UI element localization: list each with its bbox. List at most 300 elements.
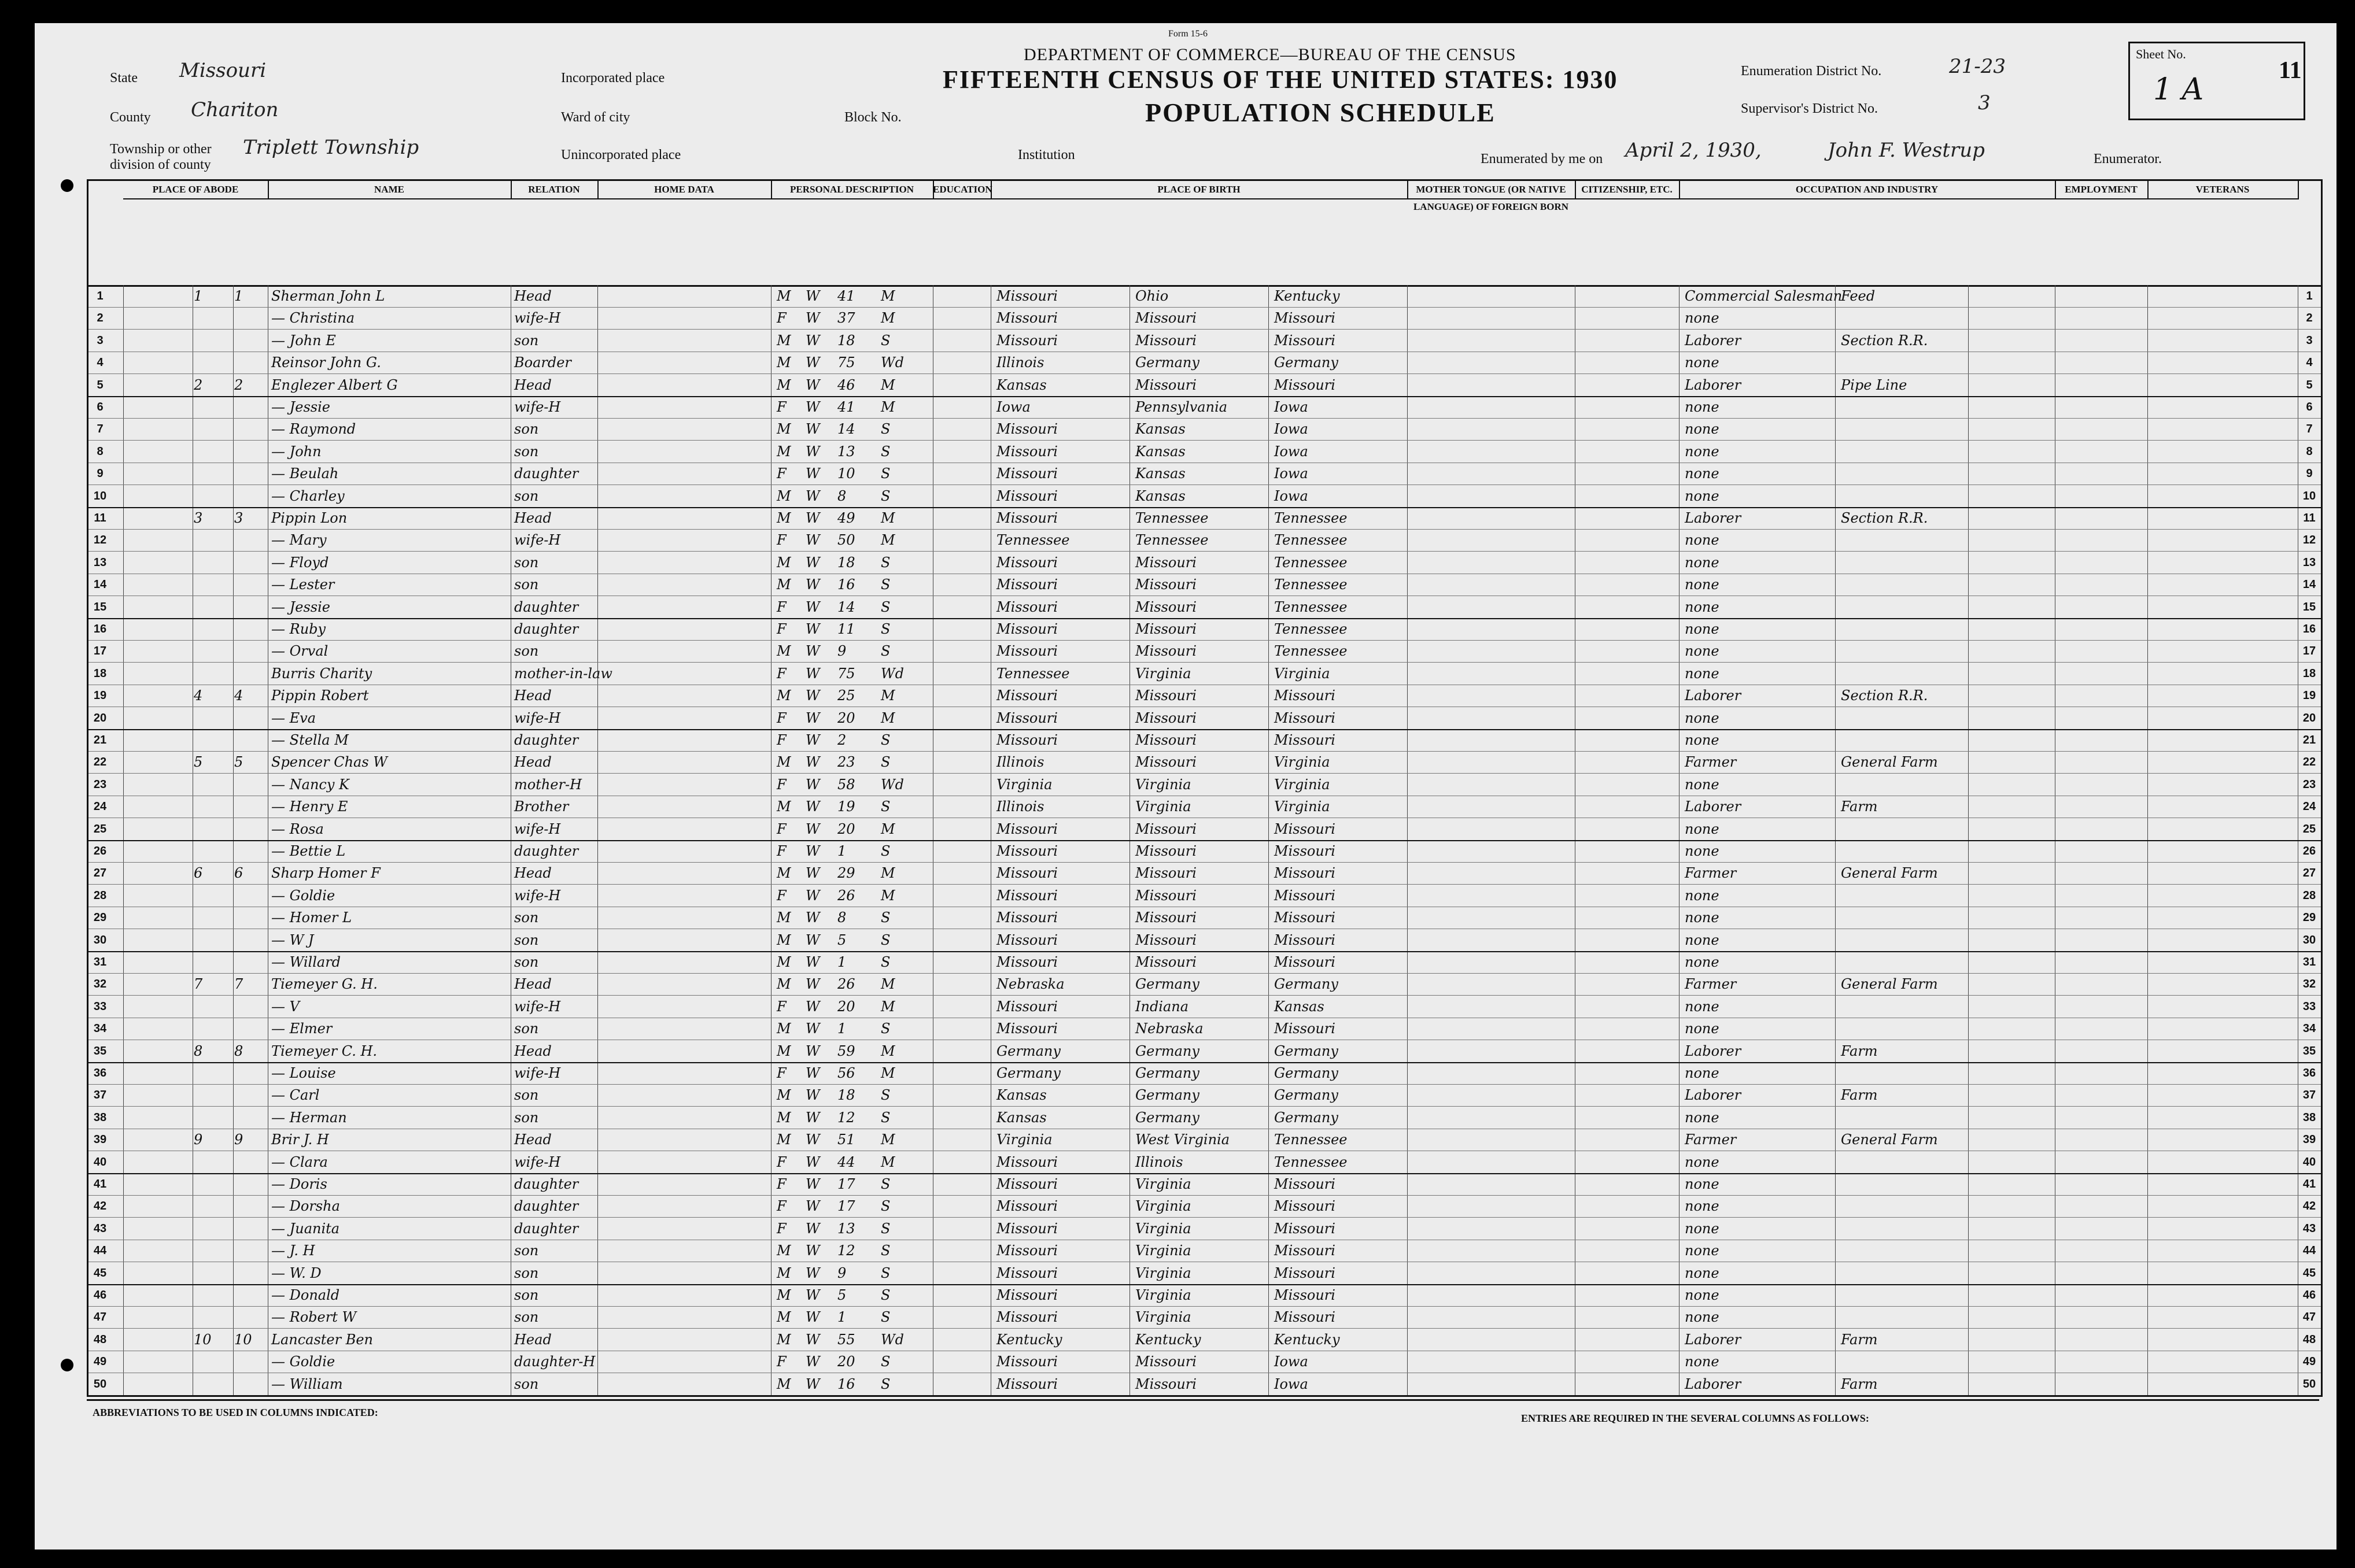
industry-cell: [1841, 907, 1965, 929]
relation-cell: son: [514, 1087, 539, 1104]
occupation-cell: none: [1685, 1264, 1719, 1281]
person-name-cell: — Charley: [271, 487, 345, 504]
birthplace-cell: Missouri: [996, 820, 1058, 837]
dwelling-number-cell: [194, 885, 232, 907]
sex-cell: M: [777, 1331, 791, 1348]
marital-status-cell: Wd: [881, 665, 905, 682]
population-table: [87, 179, 2323, 1397]
dwelling-number-cell: [194, 774, 232, 796]
marital-status-cell: M: [881, 1065, 895, 1081]
line-number-right: 22: [2302, 756, 2316, 769]
race-cell: W: [806, 754, 820, 771]
industry-cell: General Farm: [1841, 1131, 1938, 1148]
father-birthplace-cell: Missouri: [1135, 909, 1197, 926]
person-name-cell: Burris Charity: [271, 665, 372, 682]
mother-birthplace-cell: Missouri: [1274, 732, 1335, 748]
race-cell: W: [806, 421, 820, 438]
enumerated-label: Enumerated by me on: [1481, 151, 1603, 167]
sex-cell: M: [777, 354, 791, 371]
family-number-cell: [234, 1373, 267, 1395]
dwelling-number-cell: 1: [194, 288, 203, 304]
birthplace-cell: Missouri: [996, 465, 1058, 482]
occupation-cell: none: [1685, 1220, 1719, 1237]
dwelling-number-cell: [194, 1351, 232, 1373]
mother-birthplace-cell: Missouri: [1274, 909, 1335, 926]
marital-status-cell: S: [881, 421, 891, 438]
relation-cell: son: [514, 1242, 539, 1259]
father-birthplace-cell: Nebraska: [1135, 1020, 1204, 1037]
race-cell: W: [806, 621, 820, 637]
line-number-left: 17: [93, 645, 107, 658]
family-number-cell: 4: [234, 687, 243, 704]
birthplace-cell: Missouri: [996, 931, 1058, 948]
line-number-left: 29: [93, 911, 107, 924]
family-number-cell: 6: [234, 865, 243, 882]
sex-cell: F: [777, 732, 787, 748]
industry-cell: [1841, 529, 1965, 551]
person-name-cell: — Christina: [271, 310, 355, 327]
age-cell: 9: [837, 1264, 847, 1281]
line-number-right: 35: [2302, 1044, 2316, 1057]
race-cell: W: [806, 776, 820, 793]
birthplace-cell: Virginia: [996, 776, 1053, 793]
family-number-cell: [234, 929, 267, 951]
father-birthplace-cell: Indiana: [1135, 998, 1189, 1015]
industry-cell: [1841, 996, 1965, 1018]
dwelling-number-cell: [194, 818, 232, 840]
industry-cell: [1841, 1018, 1965, 1040]
age-cell: 16: [837, 1375, 855, 1392]
table-row: [88, 907, 2321, 929]
mother-birthplace-cell: Missouri: [1274, 820, 1335, 837]
family-number-cell: 9: [234, 1131, 243, 1148]
dwelling-number-cell: 2: [194, 376, 203, 393]
mother-birthplace-cell: Iowa: [1274, 443, 1308, 460]
relation-cell: Head: [514, 288, 552, 304]
father-birthplace-cell: Ohio: [1135, 288, 1169, 304]
mother-birthplace-cell: Missouri: [1274, 887, 1335, 904]
family-number-cell: [234, 774, 267, 796]
marital-status-cell: S: [881, 754, 891, 771]
father-birthplace-cell: Missouri: [1135, 310, 1197, 327]
occupation-cell: none: [1685, 820, 1719, 837]
mother-birthplace-cell: Iowa: [1274, 465, 1308, 482]
industry-cell: [1841, 707, 1965, 729]
race-cell: W: [806, 1042, 820, 1059]
enum-district-value: 21-23: [1949, 55, 2006, 78]
line-number-right: 14: [2302, 578, 2316, 591]
birthplace-cell: Missouri: [996, 1287, 1058, 1303]
marital-status-cell: S: [881, 576, 891, 593]
relation-cell: daughter: [514, 598, 579, 615]
family-number-cell: 10: [234, 1331, 252, 1348]
industry-cell: [1841, 596, 1965, 618]
industry-cell: [1841, 1218, 1965, 1240]
line-number-left: 2: [97, 312, 104, 325]
person-name-cell: Spencer Chas W: [271, 754, 387, 771]
person-name-cell: — V: [271, 998, 300, 1015]
line-number-right: 37: [2302, 1089, 2316, 1102]
line-number-right: 16: [2302, 623, 2316, 635]
race-cell: W: [806, 443, 820, 460]
group-place-of-abode: PLACE OF ABODE: [123, 181, 269, 199]
occupation-cell: none: [1685, 1065, 1719, 1081]
person-name-cell: — Beulah: [271, 465, 339, 482]
mother-birthplace-cell: Missouri: [1274, 332, 1335, 349]
line-number-left: 47: [93, 1311, 107, 1324]
birthplace-cell: Missouri: [996, 1153, 1058, 1170]
marital-status-cell: S: [881, 1353, 891, 1370]
industry-cell: [1841, 951, 1965, 973]
line-number-left: 23: [93, 778, 107, 791]
relation-cell: Brother: [514, 798, 569, 815]
line-number-right: 29: [2302, 911, 2316, 924]
dwelling-number-cell: [194, 1084, 232, 1106]
marital-status-cell: S: [881, 1264, 891, 1281]
family-number-cell: [234, 596, 267, 618]
table-row: [88, 1262, 2321, 1285]
sex-cell: M: [777, 931, 791, 948]
marital-status-cell: S: [881, 332, 891, 349]
occupation-cell: Laborer: [1685, 332, 1741, 349]
mother-birthplace-cell: Kentucky: [1274, 1331, 1340, 1348]
race-cell: W: [806, 1131, 820, 1148]
sex-cell: M: [777, 954, 791, 970]
table-row: [88, 774, 2321, 796]
line-number-left: 42: [93, 1200, 107, 1213]
abbreviations-title: ABBREVIATIONS TO BE USED IN COLUMNS INDICATED:: [93, 1407, 378, 1418]
dwelling-number-cell: 10: [194, 1331, 212, 1348]
father-birthplace-cell: Virginia: [1135, 1220, 1191, 1237]
race-cell: W: [806, 554, 820, 571]
table-row: [88, 374, 2321, 397]
line-number-left: 28: [93, 889, 107, 902]
industry-cell: [1841, 1062, 1965, 1084]
entries-required-title: ENTRIES ARE REQUIRED IN THE SEVERAL COLUMNS AS FOLLOWS:: [1521, 1412, 1869, 1424]
age-cell: 46: [837, 376, 855, 393]
table-row: [88, 796, 2321, 818]
occupation-cell: none: [1685, 354, 1719, 371]
age-cell: 8: [837, 909, 847, 926]
person-name-cell: — Doris: [271, 1176, 327, 1192]
marital-status-cell: S: [881, 732, 891, 748]
mother-birthplace-cell: Missouri: [1274, 1287, 1335, 1303]
line-number-right: 40: [2302, 1155, 2316, 1168]
line-number-right: 2: [2306, 312, 2313, 325]
birthplace-cell: Missouri: [996, 732, 1058, 748]
dwelling-number-cell: [194, 463, 232, 485]
industry-cell: [1841, 552, 1965, 574]
relation-cell: wife-H: [514, 1153, 561, 1170]
sex-cell: F: [777, 665, 787, 682]
marital-status-cell: M: [881, 687, 895, 704]
relation-cell: son: [514, 1375, 539, 1392]
relation-cell: son: [514, 487, 539, 504]
industry-cell: Feed: [1841, 288, 1876, 304]
age-cell: 29: [837, 865, 855, 882]
race-cell: W: [806, 1220, 820, 1237]
family-number-cell: [234, 485, 267, 507]
person-name-cell: — Raymond: [271, 421, 356, 438]
table-row: [88, 951, 2321, 974]
enumerator-name: John F. Westrup: [1828, 139, 1985, 162]
occupation-cell: none: [1685, 554, 1719, 571]
mother-birthplace-cell: Missouri: [1274, 1020, 1335, 1037]
line-number-left: 12: [93, 534, 107, 547]
sex-cell: F: [777, 621, 787, 637]
line-number-left: 19: [93, 689, 107, 702]
marital-status-cell: S: [881, 554, 891, 571]
dwelling-number-cell: [194, 1240, 232, 1262]
family-number-cell: [234, 1218, 267, 1240]
birthplace-cell: Missouri: [996, 643, 1058, 660]
race-cell: W: [806, 976, 820, 993]
table-row: [88, 1040, 2321, 1063]
line-number-left: 38: [93, 1111, 107, 1124]
line-number-right: 44: [2302, 1244, 2316, 1258]
father-birthplace-cell: Missouri: [1135, 554, 1197, 571]
occupation-cell: Laborer: [1685, 510, 1741, 526]
person-name-cell: — W J: [271, 931, 314, 948]
family-number-cell: [234, 729, 267, 751]
sex-cell: M: [777, 976, 791, 993]
relation-cell: daughter: [514, 732, 579, 748]
relation-cell: Head: [514, 1042, 552, 1059]
table-row: [88, 1284, 2321, 1307]
mother-birthplace-cell: Missouri: [1274, 709, 1335, 726]
person-name-cell: — John E: [271, 332, 336, 349]
sex-cell: F: [777, 1065, 787, 1081]
occupation-cell: none: [1685, 776, 1719, 793]
table-row: [88, 574, 2321, 596]
person-name-cell: Sherman John L: [271, 288, 385, 304]
industry-cell: [1841, 463, 1965, 485]
race-cell: W: [806, 1153, 820, 1170]
industry-cell: [1841, 729, 1965, 751]
family-number-cell: [234, 1107, 267, 1129]
dwelling-number-cell: [194, 840, 232, 862]
occupation-cell: Farmer: [1685, 1131, 1737, 1148]
sex-cell: M: [777, 687, 791, 704]
person-name-cell: Pippin Robert: [271, 687, 369, 704]
occupation-cell: none: [1685, 598, 1719, 615]
relation-cell: daughter: [514, 1198, 579, 1215]
relation-cell: son: [514, 1020, 539, 1037]
group-occupation: OCCUPATION AND INDUSTRY: [1679, 181, 2056, 199]
relation-cell: mother-H: [514, 776, 582, 793]
marital-status-cell: M: [881, 532, 895, 549]
mother-birthplace-cell: Germany: [1274, 354, 1338, 371]
age-cell: 19: [837, 798, 855, 815]
incorporated-label: Incorporated place: [561, 71, 665, 86]
person-name-cell: Sharp Homer F: [271, 865, 381, 882]
relation-cell: son: [514, 931, 539, 948]
marital-status-cell: S: [881, 1309, 891, 1326]
family-number-cell: [234, 707, 267, 729]
age-cell: 49: [837, 510, 855, 526]
birthplace-cell: Missouri: [996, 554, 1058, 571]
father-birthplace-cell: Virginia: [1135, 776, 1191, 793]
line-number-left: 45: [93, 1266, 107, 1279]
line-number-right: 49: [2302, 1355, 2316, 1369]
father-birthplace-cell: Missouri: [1135, 754, 1197, 771]
line-number-left: 21: [93, 734, 107, 746]
person-name-cell: — Goldie: [271, 887, 335, 904]
sex-cell: M: [777, 1287, 791, 1303]
table-row: [88, 1329, 2321, 1351]
mother-birthplace-cell: Tennessee: [1274, 576, 1348, 593]
dwelling-number-cell: [194, 352, 232, 373]
birthplace-cell: Missouri: [996, 998, 1058, 1015]
line-number-right: 12: [2302, 534, 2316, 547]
person-name-cell: — William: [271, 1375, 343, 1392]
line-number-left: 35: [93, 1044, 107, 1057]
father-birthplace-cell: West Virginia: [1135, 1131, 1230, 1148]
line-number-left: 26: [93, 845, 107, 857]
page-stamp: 11: [2279, 57, 2302, 84]
relation-cell: wife-H: [514, 310, 561, 327]
industry-cell: [1841, 1240, 1965, 1262]
table-row: [88, 1018, 2321, 1040]
race-cell: W: [806, 887, 820, 904]
line-number-left: 37: [93, 1089, 107, 1102]
state-value: Missouri: [179, 59, 267, 82]
birthplace-cell: Missouri: [996, 421, 1058, 438]
relation-cell: daughter-H: [514, 1353, 596, 1370]
birthplace-cell: Tennessee: [996, 665, 1070, 682]
age-cell: 58: [837, 776, 855, 793]
mother-birthplace-cell: Iowa: [1274, 399, 1308, 415]
marital-status-cell: M: [881, 1153, 895, 1170]
ward-label: Ward of city: [561, 110, 630, 125]
marital-status-cell: S: [881, 1198, 891, 1215]
marital-status-cell: M: [881, 820, 895, 837]
occupation-cell: Laborer: [1685, 1042, 1741, 1059]
occupation-cell: Farmer: [1685, 754, 1737, 771]
family-number-cell: 8: [234, 1042, 243, 1059]
race-cell: W: [806, 665, 820, 682]
marital-status-cell: M: [881, 998, 895, 1015]
binding-hole: [61, 1359, 73, 1371]
person-name-cell: — John: [271, 443, 322, 460]
birthplace-cell: Missouri: [996, 887, 1058, 904]
occupation-cell: Commercial Salesman: [1685, 288, 1843, 304]
line-number-left: 31: [93, 956, 107, 968]
age-cell: 1: [837, 954, 847, 970]
race-cell: W: [806, 865, 820, 882]
mother-birthplace-cell: Kansas: [1274, 998, 1324, 1015]
mother-birthplace-cell: Virginia: [1274, 665, 1330, 682]
race-cell: W: [806, 732, 820, 748]
marital-status-cell: S: [881, 487, 891, 504]
group-veterans: VETERANS: [2147, 181, 2299, 199]
dwelling-number-cell: [194, 1062, 232, 1084]
line-number-right: 18: [2302, 667, 2316, 680]
person-name-cell: — Henry E: [271, 798, 348, 815]
relation-cell: wife-H: [514, 399, 561, 415]
state-label: State: [110, 71, 138, 86]
race-cell: W: [806, 931, 820, 948]
mother-birthplace-cell: Iowa: [1274, 1353, 1308, 1370]
industry-cell: Farm: [1841, 1375, 1878, 1392]
dwelling-number-cell: [194, 996, 232, 1018]
father-birthplace-cell: Missouri: [1135, 954, 1197, 970]
age-cell: 26: [837, 887, 855, 904]
sex-cell: M: [777, 909, 791, 926]
family-number-cell: [234, 1173, 267, 1195]
industry-cell: [1841, 640, 1965, 662]
family-number-cell: [234, 441, 267, 463]
relation-cell: son: [514, 1264, 539, 1281]
race-cell: W: [806, 1065, 820, 1081]
mother-birthplace-cell: Virginia: [1274, 798, 1330, 815]
dwelling-number-cell: [194, 396, 232, 418]
line-number-left: 43: [93, 1222, 107, 1235]
birthplace-cell: Germany: [996, 1042, 1061, 1059]
table-row: [88, 1151, 2321, 1174]
family-number-cell: [234, 529, 267, 551]
person-name-cell: — Dorsha: [271, 1198, 340, 1215]
birthplace-cell: Illinois: [996, 798, 1044, 815]
race-cell: W: [806, 709, 820, 726]
sex-cell: M: [777, 1020, 791, 1037]
county-value: Chariton: [191, 98, 279, 121]
relation-cell: daughter: [514, 1176, 579, 1192]
institution-label: Institution: [1018, 147, 1075, 162]
marital-status-cell: Wd: [881, 776, 905, 793]
line-number-right: 6: [2306, 401, 2313, 413]
birthplace-cell: Kansas: [996, 1087, 1047, 1104]
person-name-cell: — Goldie: [271, 1353, 335, 1370]
industry-cell: [1841, 352, 1965, 373]
relation-cell: wife-H: [514, 998, 561, 1015]
line-number-right: 33: [2302, 1000, 2316, 1013]
group-name: NAME: [268, 181, 512, 199]
birthplace-cell: Missouri: [996, 1020, 1058, 1037]
occupation-cell: Laborer: [1685, 798, 1741, 815]
relation-cell: son: [514, 954, 539, 970]
father-birthplace-cell: Missouri: [1135, 643, 1197, 660]
enumerated-date: April 2, 1930,: [1625, 139, 1762, 162]
mother-birthplace-cell: Missouri: [1274, 865, 1335, 882]
person-name-cell: — Carl: [271, 1087, 320, 1104]
father-birthplace-cell: Missouri: [1135, 709, 1197, 726]
dwelling-number-cell: [194, 330, 232, 352]
marital-status-cell: M: [881, 376, 895, 393]
dwelling-number-cell: [194, 529, 232, 551]
mother-birthplace-cell: Missouri: [1274, 1242, 1335, 1259]
line-number-left: 16: [93, 623, 107, 635]
column-headers: [88, 181, 2321, 287]
table-row: [88, 307, 2321, 330]
person-name-cell: — Orval: [271, 643, 328, 660]
person-name-cell: Englezer Albert G: [271, 376, 398, 393]
family-number-cell: [234, 1195, 267, 1217]
mother-birthplace-cell: Iowa: [1274, 421, 1308, 438]
mother-birthplace-cell: Missouri: [1274, 310, 1335, 327]
person-name-cell: — Stella M: [271, 732, 349, 748]
marital-status-cell: S: [881, 443, 891, 460]
line-number-left: 9: [97, 467, 104, 480]
sex-cell: F: [777, 1220, 787, 1237]
line-number-right: 9: [2306, 467, 2313, 480]
father-birthplace-cell: Missouri: [1135, 820, 1197, 837]
relation-cell: Head: [514, 976, 552, 993]
person-name-cell: — Elmer: [271, 1020, 333, 1037]
mother-birthplace-cell: Tennessee: [1274, 643, 1348, 660]
birthplace-cell: Missouri: [996, 843, 1058, 859]
person-name-cell: Brir J. H: [271, 1131, 329, 1148]
